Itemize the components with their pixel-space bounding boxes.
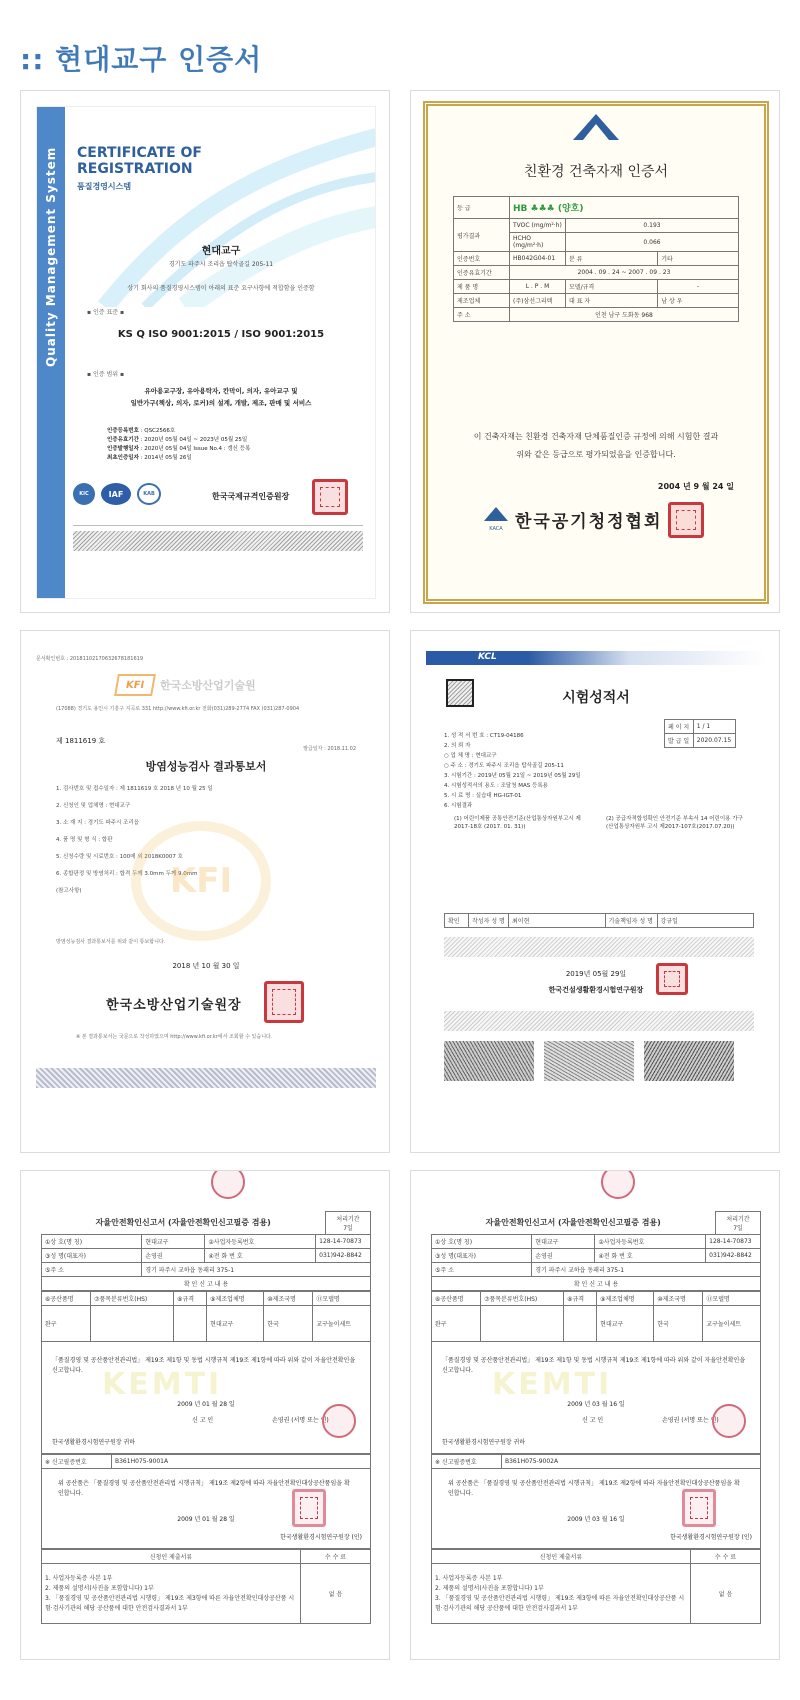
- phone-label: ④전 화 번 호: [205, 1249, 316, 1263]
- ceo-value: 남 상 우: [658, 294, 739, 308]
- fire-remark: (참고사항): [56, 888, 82, 894]
- iso-detail-row: [107, 454, 250, 463]
- kcl-line: 2. 의 뢰 자: [444, 743, 471, 749]
- cell: 현대교구: [207, 1306, 264, 1342]
- col-header: ⑥공산품명: [432, 1292, 481, 1306]
- test-label: 평가결과: [454, 219, 510, 252]
- kcl-line: ○ 업 체 명 : 현대교구: [444, 753, 497, 759]
- fire-row: 5. 신청수량 및 시료번호 : 100매 외 2018K0007 호: [56, 854, 183, 860]
- cell: 교구놀이세트: [703, 1306, 761, 1342]
- kfi-brand: [116, 674, 256, 696]
- fire-address: (17088) 경기도 용인시 기흥구 지곡로 331 http://www.kfi.or.kr 전화(031)289-2774 FAX (031)287-0904: [56, 706, 300, 712]
- iso-title-line1: CERTIFICATE OF: [77, 145, 202, 161]
- docs-list: [42, 1564, 301, 1624]
- kcl-line: ○ 주 소 : 경기도 파주시 조리읍 탑삭골길 205-11: [444, 763, 564, 769]
- reg-no: B361H075-9001A: [112, 1455, 371, 1469]
- stamp-icon: [211, 1170, 245, 1199]
- kab-logo: KAB: [137, 483, 161, 505]
- receiver: 한국생활환경시험연구원장 귀하: [442, 1439, 526, 1446]
- kcl-sign-table: [444, 913, 754, 928]
- fine-print: [73, 531, 363, 551]
- fire-issue-date: 발급일자 : 2018.11.02: [303, 746, 356, 752]
- cell: [481, 1306, 564, 1342]
- detail-value: : 2020년 05월 04일 ~ 2023년 05월 25일: [140, 437, 248, 443]
- fire-row: 1. 검사번호 및 접수일자 : 제 1811619 호 2018 년 10 월 25 일: [56, 786, 213, 792]
- addr-value: 경기 파주시 교하읍 동패리 375-1: [532, 1263, 761, 1277]
- kcl-line: 6. 시험결과: [444, 803, 473, 809]
- detail-value: : 2014년 05월 26일: [140, 455, 192, 461]
- cert-no-label: 인증번호: [454, 252, 510, 266]
- ceo-label: ③성 명(대표자): [42, 1249, 142, 1263]
- iso-detail-row: [107, 445, 250, 454]
- class-value: 기타: [658, 252, 739, 266]
- fire-date: 2018 년 10 월 30 일: [172, 962, 240, 970]
- statement-box: [41, 1342, 371, 1454]
- doc-item: 3. 「품질경영 및 공산품안전관리법 시행령」 제19조 제3항에 따른 자율안전확인대상공산품 시험·검사기관의 해당 공산품에 대한 안전검사결과서 1부: [45, 1594, 295, 1612]
- kcl-lines: [444, 731, 581, 811]
- kcl-issuer: 한국건설생활환경시험연구원장: [548, 986, 644, 994]
- fire-report-no: 제 1811619 호: [56, 737, 106, 745]
- safety-declaration-2: [431, 1183, 761, 1653]
- col-header: ⑩제조국명: [264, 1292, 313, 1306]
- decl-date: 2009 년 03 월 16 일: [567, 1401, 625, 1408]
- fire-report-image[interactable]: [20, 630, 390, 1153]
- barcode-block: [444, 1041, 534, 1081]
- docs-table: [41, 1549, 371, 1624]
- fire-row: 3. 소 재 지 : 경기도 파주시 조리읍: [56, 820, 140, 826]
- eco-statement-line1: 이 건축자재는 친환경 건축자재 단체품질인증 규정에 의해 시험한 결과: [473, 432, 719, 441]
- kcl-fine-print: [444, 937, 754, 957]
- phone-label: ④전 화 번 호: [595, 1249, 706, 1263]
- iso-detail-row: [107, 427, 250, 436]
- kcl-page-box: [664, 719, 736, 748]
- cell: 한국: [654, 1306, 703, 1342]
- page-value: 1 / 1: [693, 720, 735, 734]
- period-label: 처리기간: [336, 1216, 360, 1223]
- confirm-label: 확인: [445, 914, 469, 928]
- eco-certificate-image[interactable]: [410, 90, 780, 613]
- kcl-result-1: (1) 어린이제품 공통안전기준(산업통상자원부고시 제2017-18호 (2017. 01. 31)): [454, 816, 581, 830]
- stamp-icon: [601, 1170, 635, 1199]
- fee-label: 수 수 료: [691, 1550, 761, 1564]
- barcode-block: [544, 1041, 634, 1081]
- detail-label: 인증유효기간: [107, 437, 139, 443]
- decl-title: 자율안전확인신고서 (자율안전확인신고필증 겸용): [485, 1218, 661, 1228]
- iso-scope-line2: 일반가구(책상, 의자, 로커)의 설계, 개발, 제조, 판매 및 서비스: [130, 399, 312, 407]
- section-label: 확 인 신 고 내 용: [432, 1277, 761, 1291]
- maker-value: (주)삼선그리텍: [510, 294, 566, 308]
- addr-value: 인천 남구 도화동 968: [510, 308, 739, 322]
- eco-date: 2004 년 9 월 24 일: [657, 482, 734, 491]
- period-value: 7일: [733, 1225, 743, 1232]
- iso-logos: [73, 483, 161, 505]
- product-value: L . P . M: [510, 280, 566, 294]
- kaca-mark: [483, 506, 509, 532]
- side-banner-text: Quality Management System: [44, 146, 58, 367]
- col-header: ⑪모델명: [313, 1292, 371, 1306]
- fire-row: 2. 신청인 및 업체명 : 현대교구: [56, 803, 131, 809]
- wave-decoration: [65, 107, 376, 307]
- col-header: ⑥공산품명: [42, 1292, 91, 1306]
- ceo-label: ③성 명(대표자): [432, 1249, 532, 1263]
- iso-statement: 상기 회사의 품질경영시스템이 아래의 표준 요구사항에 적합함을 인증함: [127, 285, 315, 292]
- kcl-line: 4. 시험성적서의 용도 : 조달청 MAS 등록용: [444, 783, 548, 789]
- kcl-title: 시험성적서: [562, 690, 630, 706]
- side-banner: [37, 107, 65, 598]
- eco-statement: [443, 428, 749, 464]
- cell: 완구: [42, 1306, 91, 1342]
- col-header: ⑨제조업체명: [207, 1292, 264, 1306]
- kfi-brand-name: 한국소방산업기술원: [160, 679, 256, 692]
- kcl-date: 2019년 05월 29일: [565, 970, 627, 978]
- addr-value: 경기 파주시 교하읍 동패리 375-1: [142, 1263, 371, 1277]
- model-label: 모델/규격: [566, 280, 658, 294]
- confirm-box: [431, 1469, 761, 1549]
- divider: [73, 525, 363, 526]
- official-seal-icon: [312, 479, 348, 515]
- kcl-header-bar: [426, 651, 766, 665]
- issue-value: 2020.07.15: [693, 734, 735, 748]
- decl-statement: 「품질경영 및 공산품안전관리법」 제19조 제1항 및 동법 시행규칙 제19조 제1항에 따라 위와 같이 자율안전확인을 신고합니다.: [52, 1357, 356, 1374]
- kcl-result-2: (2) 공급자적합성확인 안전기준 부속서 14 어린이용 가구(산업통상자원부 고시 제2017-107호(2017.07.20)): [606, 816, 743, 830]
- page-label: 페 이 지: [665, 720, 694, 734]
- doc-item: 2. 제품의 설명서(사진을 포함합니다) 1부: [45, 1584, 154, 1592]
- docs-list: [432, 1564, 691, 1624]
- docs-label: 신청인 제출서류: [432, 1550, 691, 1564]
- kfi-watermark: KFI: [131, 821, 271, 941]
- iso-issuer: 한국국제규격인증원장: [212, 492, 290, 501]
- period-cell: [326, 1212, 371, 1235]
- iso-subtitle: 품질경영시스템: [77, 182, 132, 191]
- applicant-name: 손영권 (서명 또는 인): [662, 1417, 719, 1424]
- official-seal-icon: [264, 981, 304, 1023]
- period-label: 처리기간: [726, 1216, 750, 1223]
- tvoc-label: TVOC (mg/m²·h): [510, 219, 566, 233]
- company-label: ①상 호(명 칭): [432, 1235, 532, 1249]
- cell: [564, 1306, 597, 1342]
- kemti-watermark: KEMTI: [102, 1367, 223, 1402]
- barcode-block: [644, 1041, 734, 1081]
- cell: [91, 1306, 174, 1342]
- period-label: 인증유효기간: [454, 266, 510, 280]
- period-value: 7일: [343, 1225, 353, 1232]
- addr-label: ⑤주 소: [42, 1263, 142, 1277]
- official-seal-icon: [292, 1489, 326, 1527]
- ceo-value: 손영권: [142, 1249, 205, 1263]
- eco-table: [453, 196, 739, 322]
- iso-title: [77, 145, 202, 195]
- company-label: ①상 호(명 칭): [42, 1235, 142, 1249]
- hcho-label: HCHO (mg/m²·h): [510, 233, 566, 252]
- eco-issuer: 한국공기청정협회: [515, 511, 663, 532]
- stamp-icon: [322, 1404, 356, 1438]
- grade-label: 등 급: [454, 197, 510, 219]
- col-header: ⑨제조업체명: [597, 1292, 654, 1306]
- safety-declaration-2-image[interactable]: [410, 1170, 780, 1660]
- iso-certificate-image[interactable]: [20, 90, 390, 613]
- approver-label: 기술책임자 성 명: [605, 914, 657, 928]
- doc-item: 1. 사업자등록증 사본 1부: [45, 1574, 113, 1582]
- iso-details: [107, 427, 250, 463]
- writer-label: 작성자 성 명: [469, 914, 509, 928]
- kcl-line: 3. 시험기간 : 2019년 05월 21일 ~ 2019년 05월 29일: [444, 773, 581, 779]
- iso-standard: KS Q ISO 9001:2015 / ISO 9001:2015: [117, 329, 325, 340]
- detail-label: 최초인증일자: [107, 455, 139, 461]
- fire-issuer: 한국소방산업기술원장: [106, 998, 242, 1013]
- decl-title: 자율안전확인신고서 (자율안전확인신고필증 겸용): [95, 1218, 271, 1228]
- fee-label: 수 수 료: [301, 1550, 371, 1564]
- reg-no: B361H075-9002A: [502, 1455, 761, 1469]
- eco-certificate: [423, 101, 769, 604]
- docs-label: 신청인 제출서류: [42, 1550, 301, 1564]
- decl-issuer: 한국생활환경시험연구원장 (인): [280, 1534, 362, 1541]
- fee-value: 없 음: [301, 1564, 371, 1624]
- confirm-date: 2009 년 01 월 28 일: [177, 1516, 235, 1523]
- section-label: 확 인 신 고 내 용: [42, 1277, 371, 1291]
- detail-label: 인증등록번호: [107, 428, 139, 434]
- items-table: [41, 1291, 371, 1342]
- cell: 현대교구: [597, 1306, 654, 1342]
- doc-item: 2. 제품의 설명서(사진을 포함합니다) 1부: [435, 1584, 544, 1592]
- decl-issuer: 한국생활환경시험연구원장 (인): [670, 1534, 752, 1541]
- kcl-line: 1. 성 적 서 번 호 : CT19-04186: [444, 733, 524, 739]
- applicant-label: 신 고 인: [582, 1417, 604, 1424]
- receiver: 한국생활환경시험연구원장 귀하: [52, 1439, 136, 1446]
- reg-table: [431, 1454, 761, 1469]
- iso-scope-label: ▪ 인증 범위 ▪: [87, 371, 125, 378]
- doc-item: 3. 「품질경영 및 공산품안전관리법 시행령」 제19조 제3항에 따른 자율안전확인대상공산품 시험·검사기관의 해당 공산품에 대한 안전검사결과서 1부: [435, 1594, 685, 1612]
- detail-label: 인증발행일자: [107, 446, 139, 452]
- docs-table: [431, 1549, 761, 1624]
- kic-logo: KIC: [73, 483, 95, 505]
- kcl-footer-text: [444, 1011, 754, 1031]
- kaca-logo-icon: [571, 112, 621, 142]
- kfi-logo: KFI: [114, 674, 156, 696]
- col-header: ⑦품목분류번호(HS): [481, 1292, 564, 1306]
- iso-scope-line1: 유아용교구장, 유아용탁자, 칸막이, 의자, 유아교구 및: [144, 387, 298, 395]
- tvoc-value: 0.193: [566, 219, 739, 233]
- bizno-label: ②사업자등록번호: [205, 1235, 316, 1249]
- detail-value: : 2020년 05월 04일 Issue No.4 : 갱신 등록: [140, 446, 251, 452]
- kaca-mark-icon: [483, 506, 509, 522]
- confirm-text: 위 공산품은 「품질경영 및 공산품안전관리법 시행규칙」 제19조 제2항에 따라 자율안전확인대상공산품임을 확인합니다.: [448, 1480, 740, 1497]
- iso-scope: [67, 385, 375, 409]
- reg-table: [41, 1454, 371, 1469]
- fire-row: 6. 종합판정 및 방염처리 : 합격 두께 3.0mm 두께 9.0mm: [56, 871, 198, 877]
- addr-label: 주 소: [454, 308, 510, 322]
- cell: [174, 1306, 207, 1342]
- official-seal-icon: [682, 1489, 716, 1527]
- phone-value: 031)942-8842: [316, 1249, 371, 1263]
- cert-no: HB042G04-01: [510, 252, 566, 266]
- eco-title: 친환경 건축자재 인증서: [523, 164, 669, 180]
- detail-value: : QSC2566호: [140, 428, 176, 434]
- fire-row: 4. 품 명 및 형 식 : 합판: [56, 837, 113, 843]
- reg-label: ※ 신고필증번호: [42, 1455, 112, 1469]
- addr-label: ⑤주 소: [432, 1263, 532, 1277]
- col-header: ⑧규격: [174, 1292, 207, 1306]
- kemti-watermark: KEMTI: [492, 1367, 613, 1402]
- phone-value: 031)942-8842: [706, 1249, 761, 1263]
- fire-doc-no: 문서확인번호 : 20181102170632678181619: [36, 656, 144, 662]
- col-header: ⑩제조국명: [654, 1292, 703, 1306]
- statement-box: [431, 1342, 761, 1454]
- cell: 한국: [264, 1306, 313, 1342]
- eco-issuer-block: [483, 506, 662, 532]
- bizno-value: 128-14-70873: [316, 1235, 371, 1249]
- fire-report: [36, 656, 376, 1126]
- class-label: 분 류: [566, 252, 658, 266]
- items-table: [431, 1291, 761, 1342]
- cell: 교구놀이세트: [313, 1306, 371, 1342]
- kaca-label: KACA: [489, 526, 503, 532]
- col-header: ⑦품목분류번호(HS): [91, 1292, 174, 1306]
- kcl-logo: KCL: [478, 652, 497, 662]
- issue-label: 발 급 일: [665, 734, 694, 748]
- approver-name: 강규일: [657, 914, 754, 928]
- safety-declaration-1: [41, 1183, 371, 1653]
- fire-title: 방염성능검사 결과통보서: [145, 760, 267, 773]
- product-label: 제 품 명: [454, 280, 510, 294]
- safety-declaration-1-image[interactable]: [20, 1170, 390, 1660]
- decl-statement: 「품질경영 및 공산품안전관리법」 제19조 제1항 및 동법 시행규칙 제19조 제1항에 따라 위와 같이 자율안전확인을 신고합니다.: [442, 1357, 746, 1374]
- header-table: [431, 1211, 761, 1291]
- iso-detail-row: [107, 436, 250, 445]
- iso-address: 경기도 파주시 조리읍 탑삭골길 205-11: [168, 261, 274, 268]
- official-seal-icon: [668, 502, 704, 538]
- fire-footer: ※ 본 결과통보서는 국문으로 작성하였으며 http://www.kfi.or.kr에서 조회할 수 있습니다.: [76, 1034, 273, 1040]
- iaf-logo: IAF: [101, 483, 131, 505]
- company-value: 현대교구: [532, 1235, 595, 1249]
- iso-standard-label: ▪ 인증 표준 ▪: [87, 309, 125, 316]
- kcl-report: [426, 651, 766, 1131]
- period-cell: [716, 1212, 761, 1235]
- decl-date: 2009 년 01 월 28 일: [177, 1401, 235, 1408]
- barcode-strip: [36, 1068, 376, 1088]
- iso-title-line2: REGISTRATION: [77, 161, 193, 177]
- applicant-name: 손영권 (서명 또는 인): [272, 1417, 329, 1424]
- eco-statement-line2: 위와 같은 등급으로 평가되었음을 인증합니다.: [516, 450, 676, 459]
- grade-value: HB ♣♣♣ (양호): [510, 197, 739, 219]
- cell: 완구: [432, 1306, 481, 1342]
- doc-item: 1. 사업자등록증 사본 1부: [435, 1574, 503, 1582]
- iso-company: 현대교구: [201, 246, 241, 257]
- iso-certificate: [36, 106, 376, 599]
- model-value: -: [658, 280, 739, 294]
- bizno-label: ②사업자등록번호: [595, 1235, 706, 1249]
- col-header: ⑧규격: [564, 1292, 597, 1306]
- ceo-value: 손영권: [532, 1249, 595, 1263]
- bizno-value: 128-14-70873: [706, 1235, 761, 1249]
- stamp-icon: [712, 1404, 746, 1438]
- confirm-date: 2009 년 03 월 16 일: [567, 1516, 625, 1523]
- page-title: :: 현대교구 인증서: [20, 43, 263, 76]
- maker-label: 제조업체: [454, 294, 510, 308]
- applicant-label: 신 고 인: [192, 1417, 214, 1424]
- reg-label: ※ 신고필증번호: [432, 1455, 502, 1469]
- company-value: 현대교구: [142, 1235, 205, 1249]
- fee-value: 없 음: [691, 1564, 761, 1624]
- col-header: ⑪모델명: [703, 1292, 761, 1306]
- header-table: [41, 1211, 371, 1291]
- fire-notice: 방염성능검사 결과통보서를 위와 같이 통보합니다.: [56, 939, 166, 945]
- writer-name: 최이현: [509, 914, 606, 928]
- confirm-box: [41, 1469, 371, 1549]
- period-value: 2004 . 09 . 24 ~ 2007 . 09 . 23: [510, 266, 739, 280]
- ceo-label: 대 표 자: [566, 294, 658, 308]
- kcl-line: 5. 시 료 명 : 실습대 HG-IGT-01: [444, 793, 522, 799]
- confirm-text: 위 공산품은 「품질경영 및 공산품안전관리법 시행규칙」 제19조 제2항에 따라 자율안전확인대상공산품임을 확인합니다.: [58, 1480, 350, 1497]
- hcho-value: 0.066: [566, 233, 739, 252]
- kcl-report-image[interactable]: [410, 630, 780, 1153]
- official-seal-icon: [656, 963, 688, 995]
